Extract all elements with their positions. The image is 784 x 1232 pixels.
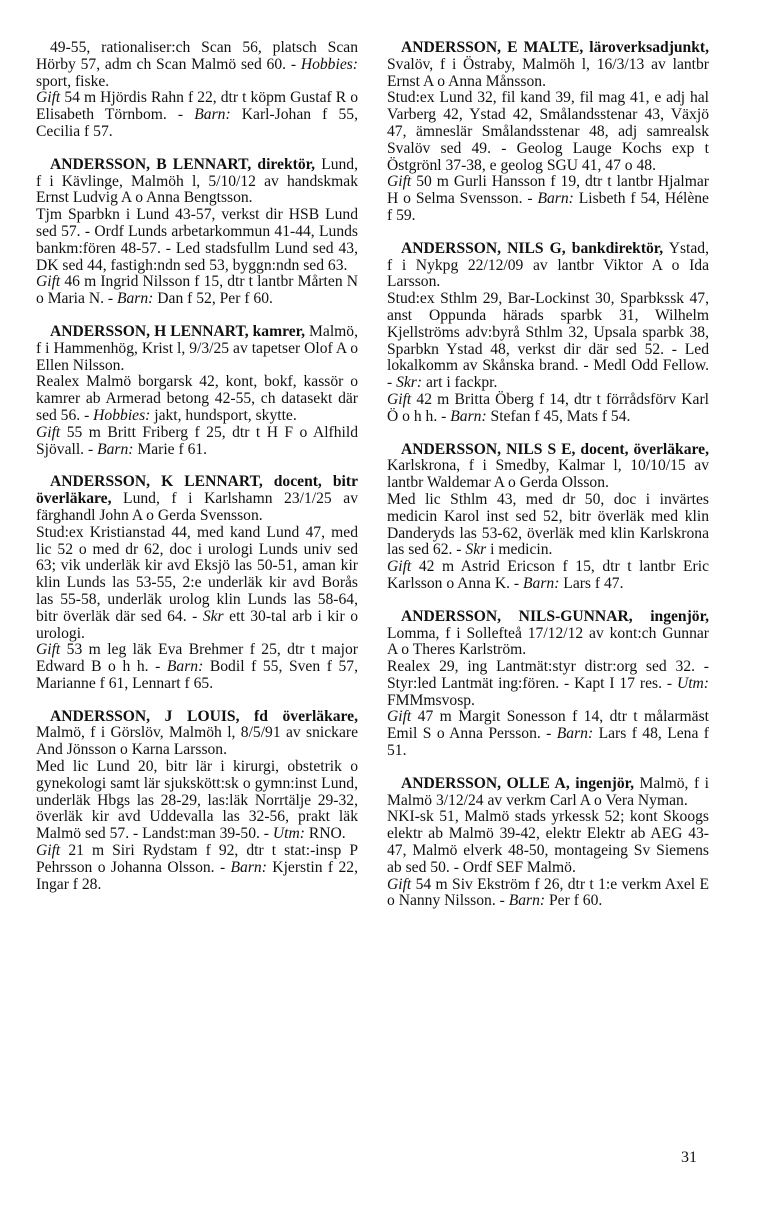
field-label: Hobbies: — [300, 55, 358, 73]
entry-text: 54 m Hjördis Rahn f 22, dtr t köpm Gustaf R o Elisabeth Törnbom. - — [36, 89, 358, 124]
field-label: Gift — [36, 423, 61, 441]
entry-text: Lars f 48, Lena f 51. — [387, 725, 709, 760]
person-name: ANDERSSON, E MALTE, läroverksadjunkt, — [401, 39, 709, 56]
entry-text: 55 m Britt Friberg f 25, dtr t H F o Alfhild Sjövall. - — [36, 423, 358, 458]
field-label: Gift — [387, 708, 412, 726]
entry-text: Bodil f 55, Sven f 57, Marianne f 61, Lennart f 65. — [36, 658, 358, 692]
biography-entry — [36, 324, 358, 458]
entry-paragraph — [387, 559, 709, 593]
entry-text: Lars f 47. — [559, 574, 624, 592]
entry-paragraph — [36, 843, 358, 893]
entry-paragraph — [387, 809, 709, 876]
biography-entry — [387, 609, 709, 760]
field-label: Utm: — [676, 674, 709, 692]
entry-text: 47 m Margit Sonesson f 14, dtr t målarmäst Emil S o Anna Persson. - — [387, 708, 709, 743]
entry-text: ett 30-tal arb i kir o urologi. — [36, 607, 359, 642]
entry-text: Stud:ex Sthlm 29, Bar-Lockinst 30, Sparbkssk 47, anst Oppunda härads sparbk 31, Wilhelm Kjellströms adv:byrå Sthlm 32, Upsala sparbk 38, Sparbkn Ystad 48, verkst dir där sed 52. - Led lokalkomm av Skånska brand. - Medl Odd Fellow. - — [387, 290, 709, 392]
entry-text: Malmö, f i Görslöv, Malmöh l, 8/5/91 av snickare And Jönsson o Karna Larsson. — [36, 724, 358, 759]
entry-text: 46 m Ingrid Nilsson f 15, dtr t lantbr Mårten N o Maria N. - — [36, 273, 358, 308]
entry-text: jakt, hundsport, skytte. — [150, 406, 297, 424]
entry-heading-paragraph — [36, 709, 358, 759]
entry-text: Stud:ex Kristianstad 44, med kand Lund 47, med lic 52 o med dr 62, doc i urologi Lunds univ sed 63; vik underläk kir avd Eksjö las 50-51, aman kir klin Lunds las 53-55, 2:e underläk kir avd Borås las 55-58, underläk urolog klin Lunds las 58-64, bitr överläk där sed 64. - — [36, 523, 358, 625]
field-label: Barn: — [116, 290, 154, 308]
field-label: Barn: — [523, 574, 560, 592]
person-name: ANDERSSON, B LENNART, direktör, — [50, 155, 316, 173]
field-label: Gift — [36, 273, 61, 291]
entry-text: Lomma, f i Sollefteå 17/12/12 av kont:ch Gunnar A o Theres Karlström. — [387, 624, 709, 659]
field-label: Gift — [387, 558, 412, 576]
field-label: Barn: — [556, 725, 594, 743]
person-name: ANDERSSON, H LENNART, kamrer, — [50, 322, 306, 340]
field-label: Barn: — [537, 190, 574, 208]
entry-text: Karlskrona, f i Smedby, Kalmar l, 10/10/15 av lantbr Waldemar A o Gerda Olsson. — [387, 457, 709, 492]
field-label: Barn: — [166, 658, 204, 676]
left-column — [36, 40, 358, 909]
entry-heading-paragraph — [387, 442, 709, 492]
field-label: Gift — [387, 173, 412, 191]
field-label: Gift — [387, 875, 412, 893]
entry-heading-paragraph — [387, 40, 709, 90]
entry-text: 21 m Siri Rydstam f 92, dtr t stat:-insp P Pehrsson o Johanna Olsson. - — [36, 842, 358, 876]
field-label: Skr — [465, 541, 487, 559]
person-name: ANDERSSON, OLLE A, ingenjör, — [401, 774, 634, 792]
entry-heading-paragraph — [387, 609, 709, 659]
biography-entry — [36, 709, 358, 894]
field-label: Skr: — [396, 374, 423, 392]
entry-text: Malmö, f i Hammenhög, Krist l, 9/3/25 av tapetser Olof A o Ellen Nilsson. — [36, 322, 358, 374]
field-label: Barn: — [508, 892, 546, 910]
entry-paragraph — [387, 659, 709, 709]
entry-text: Realex 29, ing Lantmät:styr distr:org sed 32. - Styr:led Lantmät ing:fören. - Kapt I 17 res. - — [387, 658, 709, 692]
entry-text: sport, fiske. — [36, 72, 110, 90]
entry-paragraph — [36, 207, 358, 274]
entry-text: Karl-Johan f 55, Cecilia f 57. — [36, 106, 358, 140]
entry-text: RNO. — [304, 825, 346, 843]
entry-heading-paragraph — [36, 157, 358, 207]
entry-text: 53 m leg läk Eva Brehmer f 25, dtr t major Edward B o h h. - — [36, 641, 358, 676]
entry-text: Marie f 61. — [133, 440, 208, 458]
entry-paragraph — [387, 492, 709, 559]
entry-paragraph — [36, 642, 358, 692]
entry-heading-paragraph — [36, 40, 358, 90]
right-column — [387, 40, 709, 926]
biography-entry — [387, 241, 709, 426]
entry-text: Stefan f 45, Mats f 54. — [486, 407, 631, 425]
entry-text: 42 m Britta Öberg f 14, dtr t förrådsförv Karl Ö o h h. - — [387, 390, 709, 425]
entry-text: Stud:ex Lund 32, fil kand 39, fil mag 41, e adj hal Varberg 42, Ystad 42, Smålandsstenar 43, Växjö 47, ämneslär Smålandsstenar 48, adj samrealsk Svalöv sed 49. - Geolog Lauge Kochs exp t Östgrönl 37-38, e geolog SGU 41, 47 o 48. — [387, 89, 709, 174]
biography-entry — [387, 776, 709, 910]
entry-text: art i fackpr. — [422, 374, 498, 392]
entry-paragraph — [36, 425, 358, 459]
entry-heading-paragraph — [387, 241, 709, 291]
entry-paragraph — [36, 525, 358, 643]
biography-entry — [387, 442, 709, 593]
entry-heading-paragraph — [387, 776, 709, 810]
entry-paragraph — [36, 274, 358, 308]
field-label: Gift — [36, 89, 61, 107]
entry-paragraph — [387, 291, 709, 392]
entry-paragraph — [387, 174, 709, 224]
entry-heading-paragraph — [36, 474, 358, 524]
person-name: ANDERSSON, J LOUIS, fd överläkare, — [50, 707, 358, 725]
person-name: ANDERSSON, NILS-GUNNAR, ingenjör, — [401, 607, 709, 625]
entry-paragraph — [387, 90, 709, 174]
entry-text: Svalöv, f i Östraby, Malmöh l, 16/3/13 av lantbr Ernst A o Anna Månsson. — [387, 55, 709, 90]
entry-text: Kjerstin f 22, Ingar f 28. — [36, 858, 358, 893]
entry-paragraph — [36, 759, 358, 843]
entry-text: Lund, f i Kävlinge, Malmöh l, 5/10/12 av handskmak Ernst Ludvig A o Anna Bengtsson. — [36, 155, 359, 207]
field-label: Hobbies: — [93, 406, 151, 424]
field-label: Barn: — [450, 407, 487, 425]
page-number: 31 — [681, 1149, 697, 1166]
field-label: Gift — [36, 842, 61, 860]
entry-text: Dan f 52, Per f 60. — [153, 290, 273, 308]
entry-paragraph — [36, 374, 358, 424]
entry-text: 54 m Siv Ekström f 26, dtr t 1:e verkm Axel E o Nanny Nilsson. - — [387, 875, 709, 910]
entry-paragraph — [36, 90, 358, 140]
person-name: ANDERSSON, K LENNART, docent, bitr överläkare, — [36, 473, 358, 508]
entry-text: Ystad, f i Nykpg 22/12/09 av lantbr Viktor A o Ida Larsson. — [387, 239, 709, 291]
entry-text: Tjm Sparbkn i Lund 43-57, verkst dir HSB Lund sed 57. - Ordf Lunds arbetarkommun 41-44, Lunds bankm:fören 48-57. - Led stadsfullm Lund sed 43, DK sed 44, fastigh:ndn sed 53, byggn:ndn sed 63. — [36, 206, 358, 274]
biography-entry — [36, 40, 358, 141]
person-name: ANDERSSON, NILS G, bankdirektör, — [401, 239, 664, 257]
entry-text: Med lic Sthlm 43, med dr 50, doc i invärtes medicin Karol inst sed 52, bitr överläk med klin Danderyds las 53-62, överläk med klin Karlskrona las sed 62. - — [387, 490, 709, 559]
biography-entry — [387, 40, 709, 225]
entry-text: Med lic Lund 20, bitr lär i kirurgi, obstetrik o gynekologi samt lär sjukskött:sk o gymn:inst Lund, underläk Hbgs las 28-29, las:läk Norrtälje 29-32, överläk kir avd Uddevalla las 32-56, prakt läk Malmö sed 57. - Landst:man 39-50. - — [36, 758, 358, 843]
field-label: Barn: — [194, 106, 231, 124]
field-label: Skr — [202, 607, 224, 625]
entry-text: Lisbeth f 54, Hélène f 59. — [387, 190, 709, 224]
person-name: ANDERSSON, NILS S E, docent, överläkare, — [401, 440, 709, 458]
field-label: Barn: — [230, 858, 267, 876]
entry-paragraph — [387, 709, 709, 759]
field-label: Gift — [387, 390, 412, 408]
entry-text: Malmö, f i Malmö 3/12/24 av verkm Carl A o Vera Nyman. — [387, 774, 709, 809]
entry-text: i medicin. — [486, 541, 553, 559]
entry-text: FMMmsvosp. — [387, 691, 475, 709]
entry-text: 42 m Astrid Ericson f 15, dtr t lantbr Eric Karlsson o Anna K. - — [387, 558, 709, 592]
entry-heading-paragraph — [36, 324, 358, 374]
entry-text: Realex Malmö borgarsk 42, kont, bokf, kassör o kamrer ab Armerad betong 42-55, ch datasekt där sed 56. - — [36, 373, 358, 424]
field-label: Barn: — [97, 440, 134, 458]
entry-text: 50 m Gurli Hansson f 19, dtr t lantbr Hjalmar H o Selma Svensson. - — [387, 173, 709, 208]
entry-paragraph — [387, 877, 709, 911]
biography-entry — [36, 157, 358, 308]
entry-text: 49-55, rationaliser:ch Scan 56, platsch Scan Hörby 57, adm ch Scan Malmö sed 60. - — [36, 39, 358, 73]
field-label: Gift — [36, 641, 61, 659]
biography-entry — [36, 474, 358, 692]
entry-text: Lund, f i Karlshamn 23/1/25 av färghandl John A o Gerda Svensson. — [36, 490, 358, 524]
entry-text: Per f 60. — [545, 892, 603, 910]
entry-text: NKI-sk 51, Malmö stads yrkessk 52; kont Skoogs elektr ab Malmö 39-42, elektr Elektr ab AEG 43-47, Malmö elverk 48-50, montageing Sv Siemens ab sed 50. - Ordf SEF Malmö. — [387, 808, 709, 876]
entry-paragraph — [387, 392, 709, 426]
field-label: Utm: — [272, 825, 305, 843]
